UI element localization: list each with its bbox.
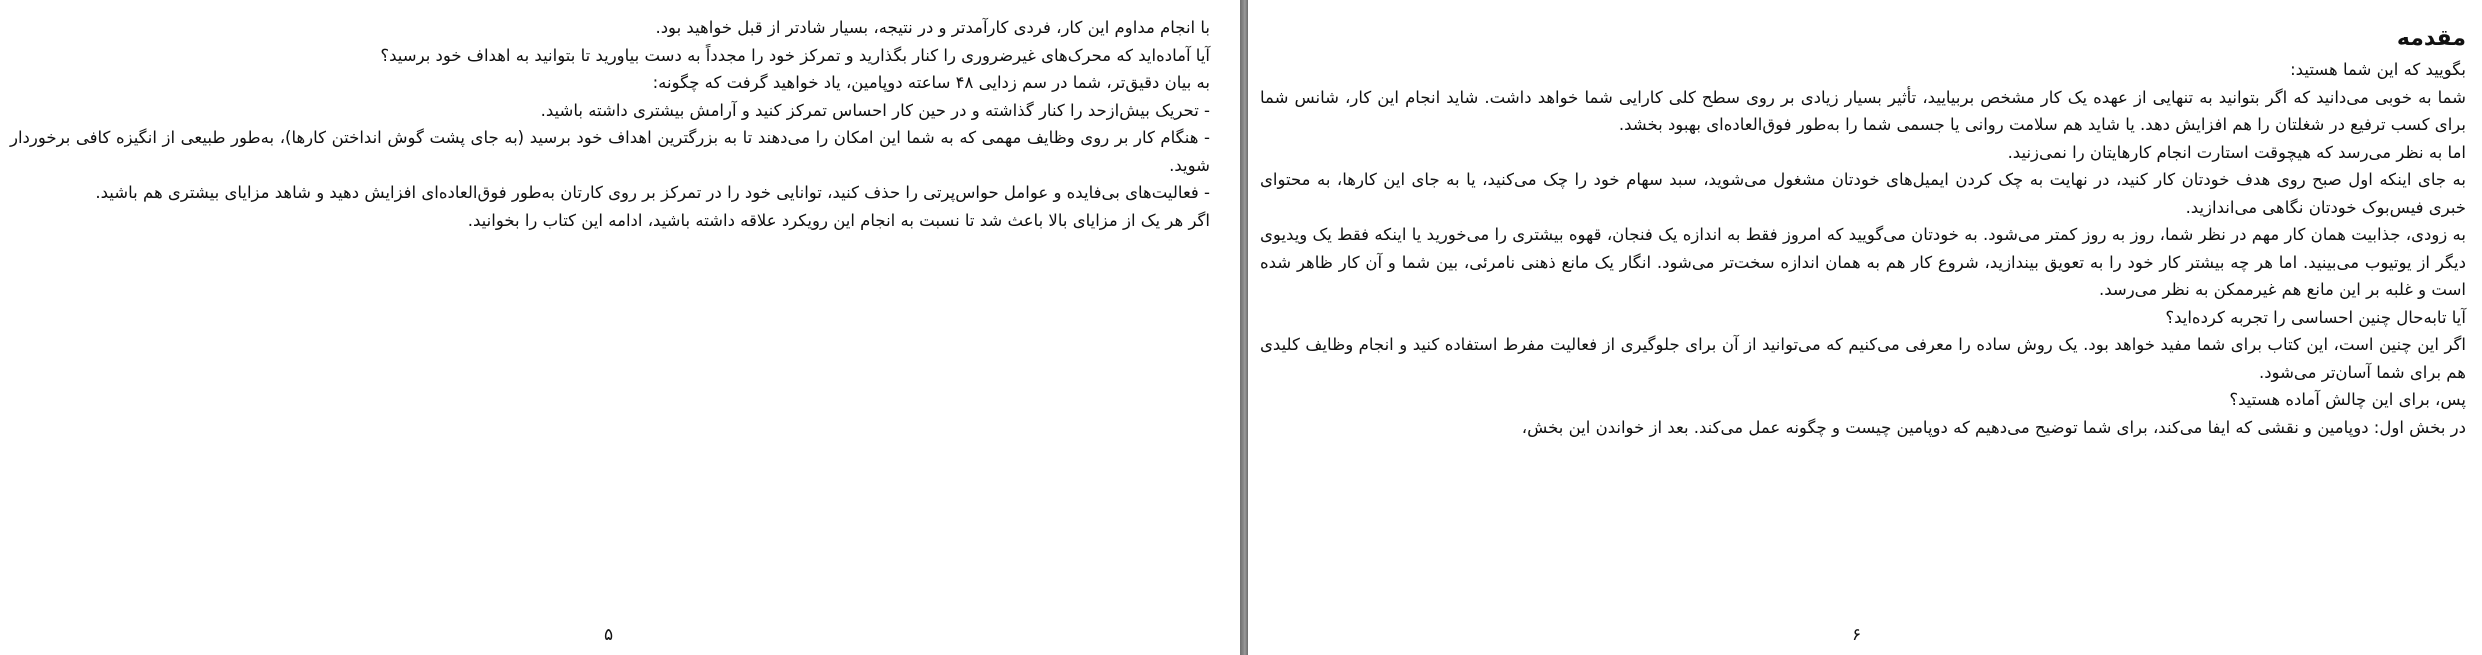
page-number: ۶ <box>1852 625 1862 645</box>
page-number: ۵ <box>604 625 614 645</box>
chapter-heading: مقدمه <box>2396 26 2466 51</box>
left-page <box>0 0 1240 655</box>
paragraph: اگر این چنین است، این کتاب برای شما مفید خواهد بود. یک روش ساده را معرفی می‌کنیم که می‌توانید از آن برای جلوگیری از فعالیت مفرط استفاده کنید و انجام وظایف کلیدی هم برای شما آسان‌تر می‌شود. <box>1260 335 2466 382</box>
paragraph: با انجام مداوم این کار، فردی کارآمدتر و در نتیجه، بسیار شادتر از قبل خواهید بود. <box>655 18 1210 37</box>
bullet-item: - فعالیت‌های بی‌فایده و عوامل حواس‌پرتی را حذف کنید، توانایی خود را در تمرکز بر روی کارتان به‌طور فوق‌العاده‌ای افزایش دهید و شاهد مزایای بیشتری هم باشید. <box>95 183 1210 202</box>
paragraph: اگر هر یک از مزایای بالا باعث شد تا نسبت به انجام این رویکرد علاقه داشته باشید، ادامه این کتاب را بخوانید. <box>467 210 1210 230</box>
paragraph: به بیان دقیق‌تر، شما در سم زدایی ۴۸ ساعته دوپامین، یاد خواهید گرفت که چگونه: <box>652 73 1210 92</box>
right-page <box>1248 0 2482 655</box>
paragraph: اما به نظر می‌رسد که هیچوقت استارت انجام کارهایتان را نمی‌زنید. <box>2007 142 2466 162</box>
bullet-item: - تحریک بیش‌ازحد را کنار گذاشته و در حین کار احساس تمرکز کنید و آرامش بیشتری داشته باشید. <box>540 100 1210 120</box>
right-page-body <box>1260 22 2466 441</box>
paragraph: در بخش اول: دوپامین و نقشی که ایفا می‌کند، برای شما توضیح می‌دهیم که دوپامین چیست و چگونه عمل می‌کند. بعد از خواندن این بخش، <box>1521 417 2466 437</box>
paragraph: بگویید که این شما هستید: <box>2290 60 2466 79</box>
paragraph: آیا تابه‌حال چنین احساسی را تجربه کرده‌اید؟ <box>2165 307 2466 327</box>
paragraph: آیا آماده‌اید که محرک‌های غیرضروری را کنار بگذارید و تمرکز خود را مجدداً به دست بیاورید تا بتوانید به اهداف خود برسید؟ <box>380 45 1210 65</box>
left-page-body <box>10 14 1210 234</box>
paragraph: پس، برای این چالش آماده هستید؟ <box>2229 390 2466 409</box>
paragraph: شما به خوبی می‌دانید که اگر بتوانید به تنهایی از عهده یک کار مشخص بربیایید، تأثیر بسیار زیادی بر روی سطح کلی کارایی شما خواهد داشت. شاید انجام این کار، شانس شما برای کسب ترفیع در شغلتان را هم افزایش دهد. یا شاید هم سلامت روانی یا جسمی شما را به‌طور فوق‌العاده‌ای بهبود بخشد. <box>1260 87 2466 134</box>
paragraph: به جای اینکه اول صبح روی هدف خودتان کار کنید، در نهایت به چک کردن ایمیل‌های خودتان مشغول می‌شوید، سبد سهام خود را چک می‌کنید، یا به جای این کارها، به محتوای خبری فیس‌بوک خودتان نگاهی می‌اندازید. <box>1260 170 2466 217</box>
bullet-item: - هنگام کار بر روی وظایف مهمی که به شما این امکان را می‌دهند تا به بزرگترین اهداف خود برسید (به جای پشت گوش انداختن کارها)، به‌طور طبیعی از انگیزه کافی برخوردار شوید. <box>10 128 1210 175</box>
paragraph: به زودی، جذابیت همان کار مهم در نظر شما، روز به روز کمتر می‌شود. به خودتان می‌گویید که امروز فقط به اندازه یک فنجان، قهوه بیشتری را می‌خورید یا اینکه فقط یک ویدیوی دیگر از یوتیوب می‌بینید. اما هر چه بیشتر کار خود را به تعویق بیندازید، شروع کار هم به همان اندازه سخت‌تر می‌شود. انگار یک مانع ذهنی نامرئی، بین شما و آن کار ظاهر شده است و غلبه بر این مانع هم غیرممکن به نظر می‌رسد. <box>1260 225 2466 299</box>
page-gutter <box>1240 0 1248 655</box>
